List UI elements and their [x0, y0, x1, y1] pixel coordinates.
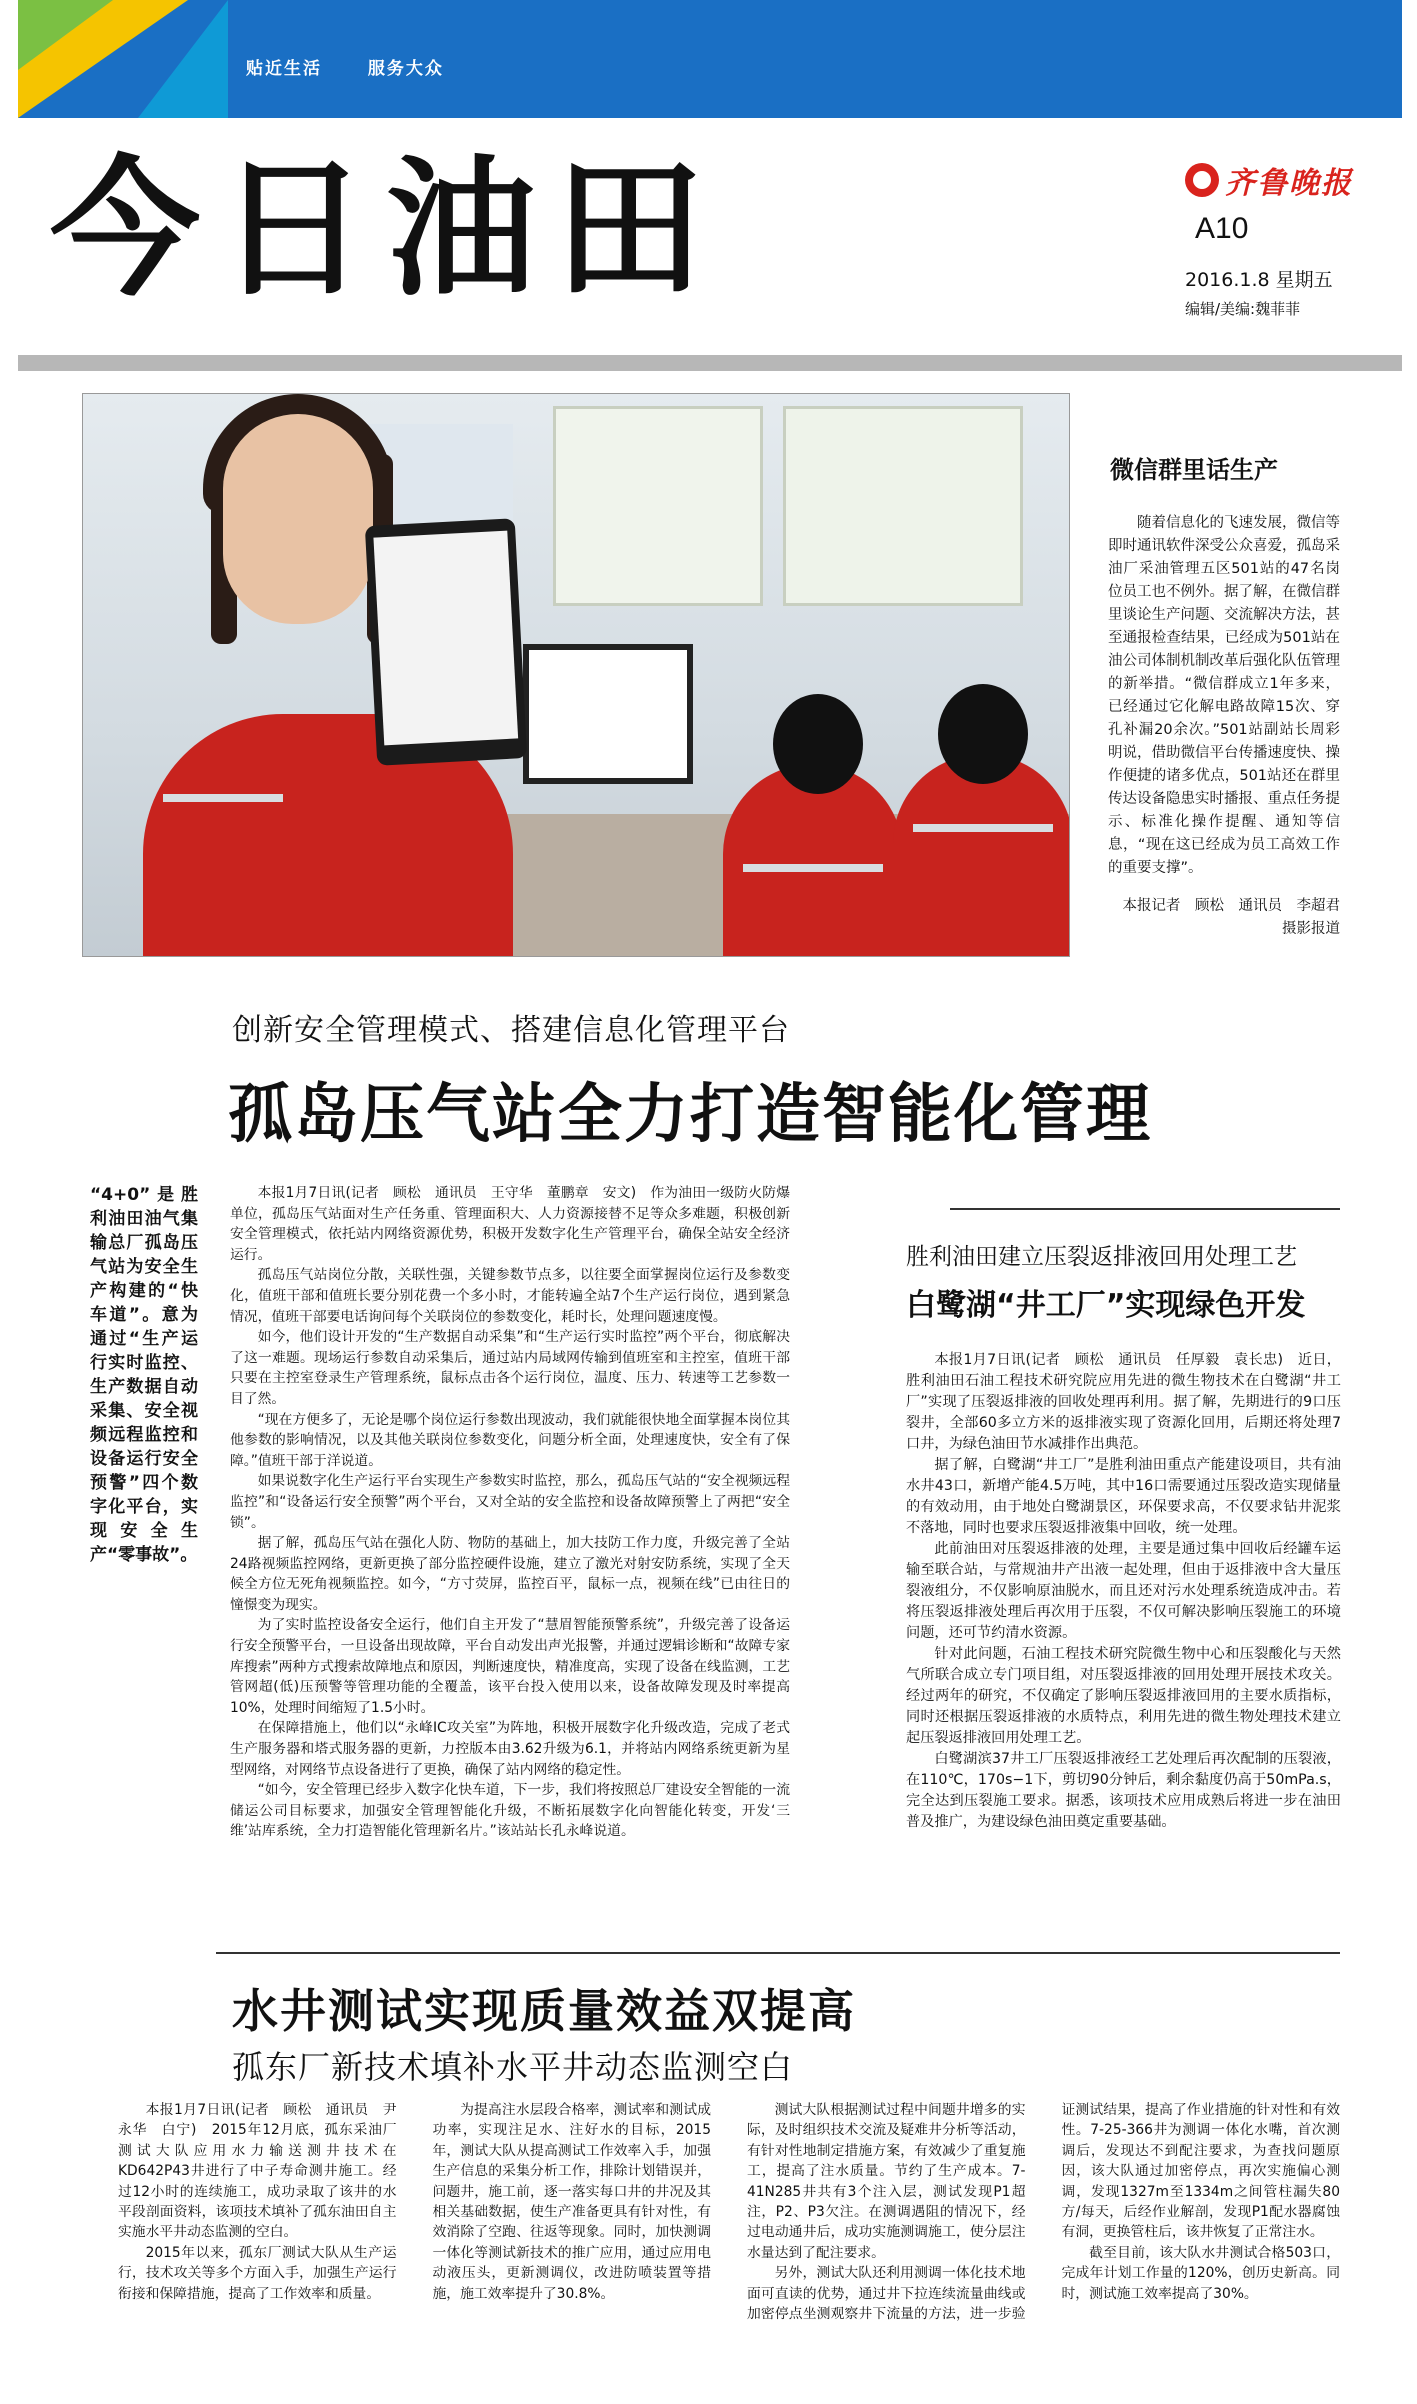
section-title: 今日油田: [50, 143, 723, 317]
newspaper-logo: [1185, 158, 1353, 202]
page-number: A10: [1195, 212, 1249, 245]
article-paragraph: 如果说数字化生产运行平台实现生产参数实时监控，那么，孤岛压气站的“安全视频远程监控”和“设备运行安全预警”两个平台，又对全站的安全监控和设备故障预警上了两把“安全锁”。: [230, 1473, 790, 1531]
news-photo: [82, 393, 1070, 957]
computer-monitor: [523, 644, 693, 784]
article-paragraph: 针对此问题，石油工程技术研究院微生物中心和压裂酸化与天然气所联合成立专门项目组，对压裂返排液的回用处理开展技术攻关。经过两年的研究，不仅确定了影响压裂返排液回用的主要水质指标，同时还根据压裂返排液的水质特点，利用先进的微生物处理技术建立起压裂返排液回用处理工艺。: [906, 1646, 1341, 1746]
banner-slogan: [246, 54, 482, 79]
worker-figure: [893, 754, 1070, 957]
article-paragraph: 如今，他们设计开发的“生产数据自动采集”和“生产运行实时监控”两个平台，彻底解决了这一难题。现场运行参数自动采集后，通过站内局域网传输到值班室和主控室，值班干部只要在主控室登录生产管理系统，鼠标点击各个运行岗位，温度、压力、转速等工艺参数一目了然。: [230, 1329, 790, 1407]
side-article-headline: 微信群里话生产: [1110, 456, 1278, 484]
sun-icon: [1185, 163, 1219, 197]
article-paragraph: 据了解，白鹭湖“井工厂”是胜利油田重点产能建设项目，共有油水井43口，新增产能4.5万吨，其中16口需要通过压裂改造实现储量的有效动用，由于地处白鹭湖景区，环保要求高，不仅要求钻井泥浆不落地，同时也要求压裂返排液集中回收，统一处理。: [906, 1457, 1341, 1536]
article-paragraph: 为了实时监控设备安全运行，他们自主开发了“慧眉智能预警系统”，升级完善了设备运行安全预警平台，一旦设备出现故障，平台自动发出声光报警，并通过逻辑诊断和“故障专家库搜索”两种方式搜索故障地点和原因，判断速度快，精准度高，实现了设备在线监测，工艺管网超(低)压预警等管理功能的全覆盖，该平台投入使用以来，设备故障发现及时率提高10%，处理时间缩短了1.5小时。: [230, 1617, 790, 1716]
article-paragraph: “现在方便多了，无论是哪个岗位运行参数出现波动，我们就能很快地全面掌握本岗位其他参数的影响情况，以及其他关联岗位参数变化，问题分析全面，处理速度快，安全有了保障。”值班干部于洋说道。: [230, 1411, 790, 1469]
article-paragraph: 测试大队根据测试过程中间题井增多的实际，及时组织技术交流及疑难井分析等活动，有针对性地制定措施方案，有效减少了重复施工，提高了注水质量。节约了生产成本。7-41N285井共有3个注入层，测试发现P1超注，P2、P3欠注。在测调遇阻的情况下，经过电动通井后，成功实施测调施工，使分层注水量达到了配注要求。: [747, 2102, 1026, 2261]
side-article-byline: 本报记者 顾松 通讯员 李超君 摄影报道: [1122, 898, 1355, 937]
secondary-article-headline: 白鹭湖“井工厂”实现绿色开发: [906, 1288, 1306, 1323]
issue-date: 2016.1.8 星期五: [1185, 269, 1333, 291]
banner-slogan-2: 服务大众: [367, 59, 444, 79]
wall-diagram: [553, 406, 763, 606]
article-paragraph: 为提高注水层段合格率，测试率和测试成功率，实现注足水、注好水的目标，2015年，测试大队从提高测试工作效率入手，加强生产信息的采集分析工作，排除计划错误并，问题井，施工前，逐一落实每口井的井况及其相关基础数据，使生产准备更具有针对性，有效消除了空跑、往返等现象。同时，加快测调一体化等测试新技术的推广应用，通过应用电动液压头，更新测调仪，改进防喷装置等措施，施工效率提升了30.8%。: [432, 2102, 711, 2302]
article-paragraph: 白鹭湖滨37井工厂压裂返排液经工艺处理后再次配制的压裂液，在110℃，170s−1下，剪切90分钟后，剩余黏度仍高于50mPa.s，完全达到压裂施工要求。据悉，该项技术应用成熟后将进一步在油田普及推广，为建设绿色油田奠定重要基础。: [906, 1751, 1341, 1830]
bottom-article-body: [118, 2100, 1340, 2380]
tablet-device: [365, 518, 527, 766]
main-article-headline: 孤岛压气站全力打造智能化管理: [228, 1078, 1152, 1152]
article-paragraph: 本报1月7日讯(记者 顾松 通讯员 王守华 董鹏章 安文) 作为油田一级防火防爆单位，孤岛压气站面对生产任务重、管理面积大、人力资源接替不足等众多难题，积极创新安全管理模式，依托站内网络资源优势，积极开发数字化生产管理平台，确保全站安全经济运行。: [230, 1185, 790, 1263]
pull-quote: “4+0”是胜利油田油气集输总厂孤岛压气站为安全生产构建的“快车道”。意为通过“生产运行实时监控、生产数据自动采集、安全视频远程监控和设备运行安全预警”四个数字化平台，实现安全生产“零事故”。: [90, 1185, 198, 1565]
secondary-article-body: [906, 1350, 1341, 1833]
article-paragraph: 本报1月7日讯(记者 顾松 通讯员 尹永华 白宁) 2015年12月底，孤东采油厂测试大队应用水力输送测井技术在KD642P43井进行了中子寿命测井施工。经过12小时的连续施工，成功录取了该井的水平段剖面资料，该项技术填补了孤东油田自主实施水平井动态监测的空白。: [118, 2102, 397, 2241]
main-article-kicker: 创新安全管理模式、搭建信息化管理平台: [232, 1013, 790, 1048]
editor-credit: 编辑/美编:魏菲菲: [1185, 300, 1301, 318]
article-paragraph: 据了解，孤岛压气站在强化人防、物防的基础上，加大技防工作力度，升级完善了全站24路视频监控网络，更新更换了部分监控硬件设施，建立了激光对射安防系统，实现了全天候全方位无死角视频监控。如今，“方寸荧屏，监控百平，鼠标一点，视频在线”已由往日的憧憬变为现实。: [230, 1535, 790, 1613]
bottom-article-subhead: 孤东厂新技术填补水平井动态监测空白: [232, 2048, 794, 2086]
secondary-article-rule: [950, 1208, 1340, 1210]
article-paragraph: 本报1月7日讯(记者 顾松 通讯员 任厚毅 袁长忠) 近日，胜利油田石油工程技术研究院应用先进的微生物技术在白鹭湖“井工厂”实现了压裂返排液的回收处理再利用。据了解，先期进行的9口压裂井，全部60多立方米的返排液实现了资源化回用，后期还将处理7口井，为绿色油田节水减排作出典范。: [906, 1352, 1341, 1452]
secondary-article-kicker: 胜利油田建立压裂返排液回用处理工艺: [906, 1244, 1297, 1270]
article-paragraph: 孤岛压气站岗位分散，关联性强，关键参数节点多，以往要全面掌握岗位运行及参数变化，值班干部和值班长要分别花费一个多小时，才能转遍全站7个生产运行岗位，遇到紧急情况，值班干部要电话询问每个关联岗位的参数变化，耗时长，处理问题速度慢。: [230, 1267, 790, 1325]
worker-head: [773, 694, 863, 794]
worker-head: [938, 684, 1028, 784]
wall-diagram: [783, 406, 1023, 606]
masthead-divider: [18, 355, 1402, 371]
article-paragraph: 截至目前，该大队水井测试合格503口，完成年计划工作量的120%，创历史新高。同时，测试施工效率提高了30%。: [1061, 2244, 1340, 2302]
article-paragraph: “如今，安全管理已经步入数字化快车道，下一步，我们将按照总厂建设安全智能的一流储运公司目标要求，加强安全管理智能化升级，不断拓展数字化向智能化转变，开发‘三维’站库系统，全力打造智能化管理新名片。”该站站长孔永峰说道。: [230, 1782, 790, 1840]
top-banner: [18, 0, 1402, 118]
newspaper-name: 齐鲁晚报: [1225, 166, 1353, 201]
article-paragraph: 此前油田对压裂返排液的处理，主要是通过集中回收后经罐车运输至联合站，与常规油井产出液一起处理，但由于返排液中含大量压裂液组分，不仅影响原油脱水，而且还对污水处理系统造成冲击。若将压裂返排液处理后再次用于压裂，不仅可解决影响压裂施工的环境问题，还可节约清水资源。: [906, 1541, 1341, 1641]
article-paragraph: 2015年以来，孤东厂测试大队从生产运行，技术攻关等多个方面入手，加强生产运行衔接和保障措施，提高了工作效率和质量。: [118, 2244, 397, 2302]
banner-green-shape: [18, 0, 113, 70]
banner-slogan-1: 贴近生活: [246, 59, 322, 79]
bottom-article-headline: 水井测试实现质量效益双提高: [232, 1984, 856, 2038]
main-article-body: [230, 1183, 790, 1842]
side-article-body: 随着信息化的飞速发展，微信等即时通讯软件深受公众喜爱，孤岛采油厂采油管理五区501站的47名岗位员工也不例外。据了解，在微信群里谈论生产问题、交流解决方法，甚至通报检查结果，已经成为501站在油公司体制机制改革后强化队伍管理的新举措。“微信群成立1年多来，已经通过它化解电路故障15次、穿孔补漏20余次。”501站副站长周彩明说，借助微信平台传播速度快、操作便捷的诸多优点，501站还在群里传达设备隐患实时播报、重点任务提示、标准化操作提醒、通知等信息，“现在这已经成为员工高效工作的重要支撑”。: [1108, 515, 1340, 876]
article-paragraph: 在保障措施上，他们以“永峰IC攻关室”为阵地，积极开展数字化升级改造，完成了老式生产服务器和塔式服务器的更新，力控版本由3.62升级为6.1，并将站内网络系统更新为星型网络，对网络节点设备进行了更换，确保了站内网络的稳定性。: [230, 1720, 790, 1778]
worker-face: [223, 414, 373, 624]
article-paragraph: 另外，测试大队还利用测调一体化技术地面可直读的优势，通过井下拉连续流量曲线或加密停点坐测观察井下流量的方法，进一步验证测试结果，提高了作业措施的针对性和有效性。7-25-366井为测调一体化水嘴，首次测调后，发现达不到配注要求，为查找问题原因，该大队通过加密停点，再次实施偏心测调，发现1327m至1334m之间管柱漏失80方/每天，后经作业解剖，发现P1配水器腐蚀有洞，更换管柱后，该井恢复了正常注水。: [747, 2102, 1340, 2323]
section-divider: [216, 1952, 1340, 1954]
banner-cyan-shape: [138, 0, 228, 118]
